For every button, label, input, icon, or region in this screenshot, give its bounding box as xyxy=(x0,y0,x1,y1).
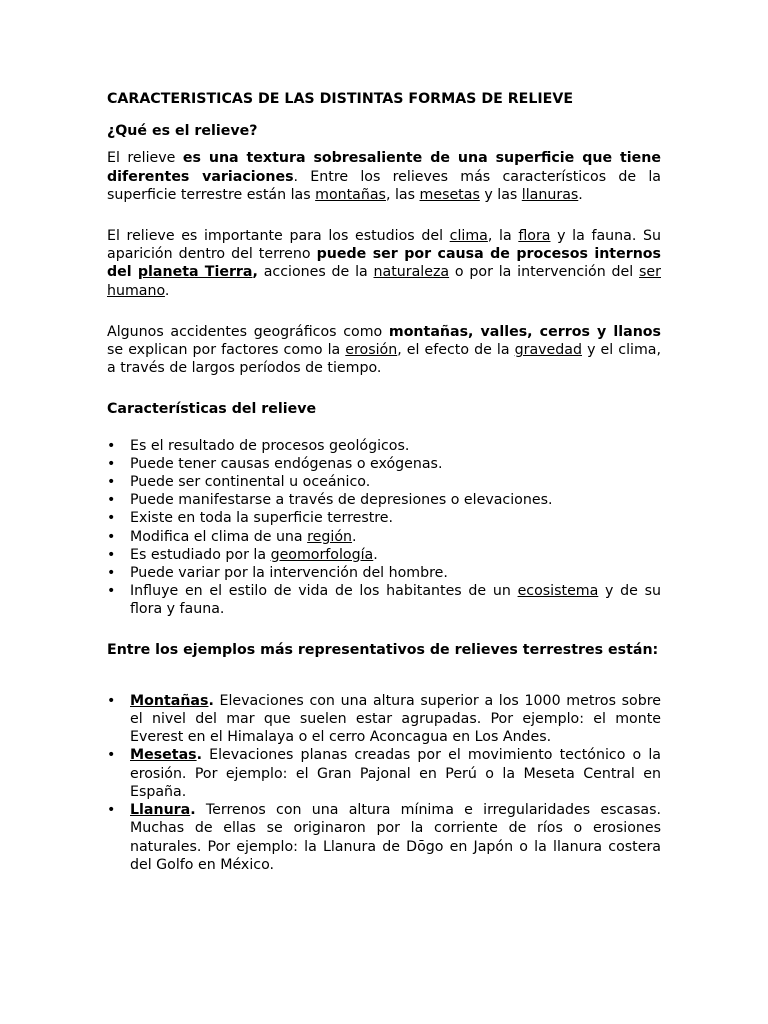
bold-text: es una textura sobresaliente de una superficie que tiene diferentes variaciones xyxy=(107,150,661,185)
text: . xyxy=(190,802,196,819)
section-heading-characteristics: Características del relieve xyxy=(107,401,317,418)
text: y de su flora y fauna. xyxy=(130,583,661,618)
link-montanas[interactable]: montañas xyxy=(315,186,386,203)
text: , las xyxy=(385,186,420,203)
link-erosion[interactable]: erosión xyxy=(345,342,398,359)
text: El relieve xyxy=(107,150,183,167)
list-item: • Existe en toda la superficie terrestre. xyxy=(107,509,661,527)
section-heading-examples: Entre los ejemplos más representativos de relieves terrestres están: xyxy=(107,641,659,658)
bold-text: puede ser por causa de procesos internos del xyxy=(107,246,661,281)
section-heading-what-is: ¿Qué es el relieve? xyxy=(107,123,258,140)
text: , la xyxy=(487,228,519,245)
list-item: • Puede tener causas endógenas o exógenas. xyxy=(107,455,661,473)
text: El relieve es importante para los estudios del xyxy=(107,228,450,245)
text: acciones de la xyxy=(257,264,374,281)
paragraph-accidents xyxy=(107,323,661,378)
list-item: • Puede manifestarse a través de depresiones o elevaciones. xyxy=(107,491,661,509)
text: o por la intervención del xyxy=(449,264,640,281)
example-description: Elevaciones planas creadas por el movimiento tectónico o la erosión. Por ejemplo: el Gran Pajonal en Perú o la Meseta Central en España. xyxy=(130,747,661,800)
text: . xyxy=(352,528,357,545)
document-title: CARACTERISTICAS DE LAS DISTINTAS FORMAS DE RELIEVE xyxy=(107,91,574,107)
list-item xyxy=(107,801,661,874)
list-item xyxy=(107,746,661,801)
text: y las xyxy=(479,186,522,203)
link-gravedad[interactable]: gravedad xyxy=(514,342,582,359)
list-item: • Puede variar por la intervención del hombre. xyxy=(107,564,661,582)
text: Es estudiado por la xyxy=(130,546,271,563)
examples-list xyxy=(107,692,661,874)
link-naturaleza[interactable]: naturaleza xyxy=(373,264,450,281)
link-ser-humano[interactable]: ser humano xyxy=(107,264,661,299)
example-term: Mesetas xyxy=(130,747,197,764)
text: y la fauna. Su aparición dentro del terreno xyxy=(107,228,661,263)
text: . xyxy=(578,186,583,203)
link-geomorfologia[interactable]: geomorfología xyxy=(270,546,374,563)
list-item xyxy=(107,546,661,564)
text: , el efecto de la xyxy=(397,342,515,359)
list-item: • Puede ser continental u oceánico. xyxy=(107,473,661,491)
list-item xyxy=(107,582,661,618)
link-llanuras[interactable]: llanuras xyxy=(521,186,579,203)
example-description: Elevaciones con una altura superior a los 1000 metros sobre el nivel del mar que suelen estar agrupadas. Por ejemplo: el monte Everest en el Himalaya o el cerro Aconcagua en Los Andes. xyxy=(130,692,661,746)
bold-text: montañas, valles, cerros y llanos xyxy=(388,323,661,340)
text: . xyxy=(164,282,170,299)
text: y el clima, a través de largos períodos de tiempo. xyxy=(107,342,661,377)
example-term: Montañas xyxy=(130,692,209,709)
text: Influye en el estilo de vida de los habitantes de un xyxy=(130,583,518,600)
paragraph-definition xyxy=(107,149,661,204)
example-term: Llanura xyxy=(130,802,191,819)
text: Modifica el clima de una xyxy=(130,528,308,545)
bold-text: , xyxy=(252,264,258,281)
link-region[interactable]: región xyxy=(307,528,353,545)
list-item xyxy=(107,528,661,546)
link-mesetas[interactable]: mesetas xyxy=(419,186,480,203)
characteristics-list xyxy=(107,437,661,619)
document-page xyxy=(107,90,661,874)
text: . xyxy=(196,747,202,764)
link-clima[interactable]: clima xyxy=(449,228,488,245)
text: . Entre los relieves más característicos de la superficie terrestre están las xyxy=(107,168,662,203)
list-item xyxy=(107,692,661,747)
link-ecosistema[interactable]: ecosistema xyxy=(517,583,599,600)
text: Algunos accidentes geográficos como xyxy=(107,323,389,340)
list-item: • Es el resultado de procesos geológicos. xyxy=(107,437,661,455)
paragraph-importance xyxy=(107,227,661,300)
text: . xyxy=(208,692,214,709)
example-description: Terrenos con una altura mínima e irregularidades escasas. Muchas de ellas se originaron por la corriente de ríos o erosiones naturales. Por ejemplo: la Llanura de Dōgo en Japón o la llanura costera del Golfo en México. xyxy=(130,802,661,873)
text: se explican por factores como la xyxy=(107,342,346,359)
link-planeta-tierra[interactable]: planeta Tierra xyxy=(137,264,253,281)
text: . xyxy=(373,546,378,563)
link-flora[interactable]: flora xyxy=(518,228,551,245)
